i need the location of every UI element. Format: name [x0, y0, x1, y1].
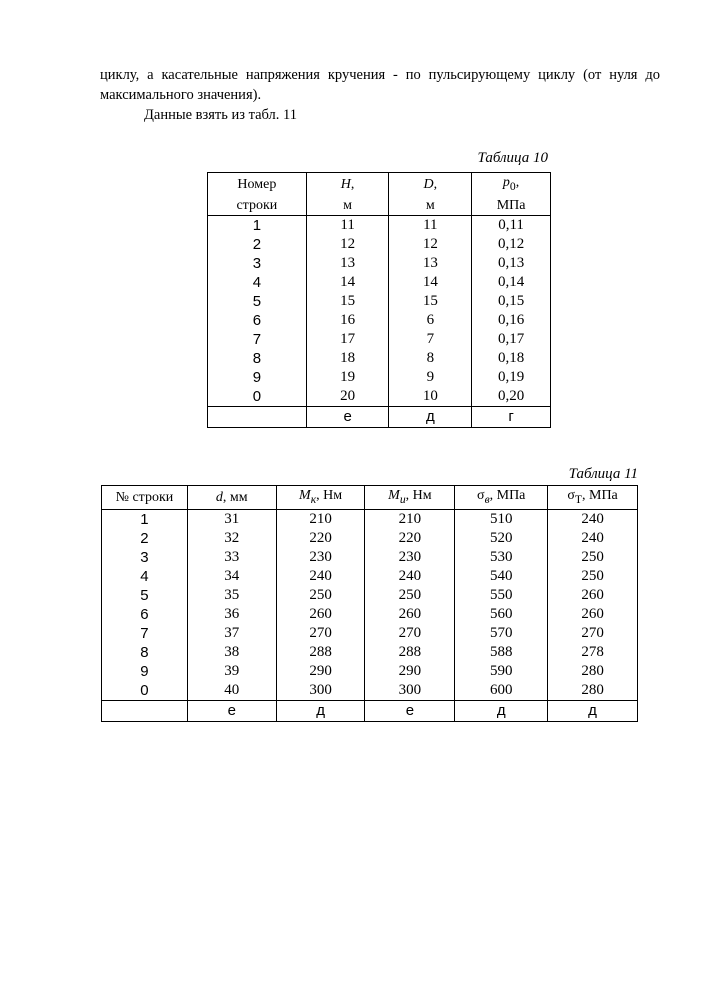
table-row	[208, 349, 551, 368]
table11-header-mu: $M_u$, Нм	[365, 486, 455, 510]
table-cell: 2	[208, 235, 307, 254]
table-cell: 240	[365, 567, 455, 586]
table10-header-d-unit: м	[389, 196, 472, 216]
table-cell: 14	[306, 273, 389, 292]
table-cell: 260	[548, 586, 638, 605]
table-cell: 32	[187, 529, 276, 548]
table-row	[208, 387, 551, 407]
table-footer-cell: е	[306, 406, 389, 427]
table11-header-sigma-t: $\sigma_Т$, МПа	[548, 486, 638, 510]
paragraph-line-1: циклу, а касательные напряжения кручения - по пульсирующему циклу (от нуля до максимального значения).	[100, 67, 660, 103]
table-cell: 34	[187, 567, 276, 586]
table-cell: 8	[208, 349, 307, 368]
table10-header-row-1	[208, 173, 551, 196]
table10-header-row-2	[208, 196, 551, 216]
table-cell: 0,12	[472, 235, 551, 254]
table-cell: 36	[187, 605, 276, 624]
table-cell: 540	[455, 567, 548, 586]
table-cell: 15	[306, 292, 389, 311]
table-cell: 210	[365, 509, 455, 529]
table-cell: 0,19	[472, 368, 551, 387]
table-cell: 260	[365, 605, 455, 624]
table-row	[102, 643, 638, 662]
table-cell: 210	[276, 509, 365, 529]
table-cell: 240	[276, 567, 365, 586]
table-cell: 590	[455, 662, 548, 681]
table-cell: 14	[389, 273, 472, 292]
table-cell: 230	[276, 548, 365, 567]
table-row	[208, 215, 551, 235]
table-cell: 8	[389, 349, 472, 368]
table-footer-row	[102, 700, 638, 721]
table-cell: 278	[548, 643, 638, 662]
table-cell: 0	[208, 387, 307, 407]
table-cell: 31	[187, 509, 276, 529]
table11-header-row	[102, 486, 638, 510]
table-cell: 9	[102, 662, 188, 681]
table11-header-d: d, мм	[187, 486, 276, 510]
table-cell: 300	[365, 681, 455, 701]
table-cell: 7	[389, 330, 472, 349]
table11-header-sigma-v: $\sigma_в$, МПа	[455, 486, 548, 510]
table-row	[208, 330, 551, 349]
table-cell: 13	[389, 254, 472, 273]
table-row	[102, 548, 638, 567]
table-cell: 6	[389, 311, 472, 330]
table-cell: 20	[306, 387, 389, 407]
table-cell: 15	[389, 292, 472, 311]
table-cell: 270	[365, 624, 455, 643]
table-cell: 0,15	[472, 292, 551, 311]
table-cell: 19	[306, 368, 389, 387]
table-footer-cell	[102, 700, 188, 721]
table10-header-p0: $p_0$,	[472, 173, 551, 196]
table-cell: 4	[102, 567, 188, 586]
table-cell: 40	[187, 681, 276, 701]
table-row	[208, 368, 551, 387]
table11-header-mk: $M_к$, Нм	[276, 486, 365, 510]
table-cell: 17	[306, 330, 389, 349]
table-cell: 10	[389, 387, 472, 407]
table-cell: 5	[208, 292, 307, 311]
table-cell: 5	[102, 586, 188, 605]
table-cell: 288	[276, 643, 365, 662]
table-footer-cell: е	[187, 700, 276, 721]
table-cell: 0,16	[472, 311, 551, 330]
table-footer-cell: д	[389, 406, 472, 427]
table-cell: 230	[365, 548, 455, 567]
table-footer-row	[208, 406, 551, 427]
table-cell: 16	[306, 311, 389, 330]
table-cell: 4	[208, 273, 307, 292]
table10-header-row-number: Номер	[208, 173, 307, 196]
table-footer-cell: д	[276, 700, 365, 721]
table-cell: 280	[548, 662, 638, 681]
table10-caption: Таблица 10	[477, 150, 548, 166]
table-footer-cell: г	[472, 406, 551, 427]
table11-header-row-number: № строки	[102, 486, 188, 510]
table-cell: 300	[276, 681, 365, 701]
table-row	[102, 605, 638, 624]
table-cell: 9	[389, 368, 472, 387]
table-row	[102, 681, 638, 701]
table-cell: 270	[276, 624, 365, 643]
table-row	[208, 311, 551, 330]
table-row	[208, 273, 551, 292]
table10-header-h-unit: м	[306, 196, 389, 216]
table-cell: 11	[389, 215, 472, 235]
table-row	[208, 254, 551, 273]
table-cell: 1	[208, 215, 307, 235]
table-11	[101, 485, 638, 722]
table-cell: 6	[102, 605, 188, 624]
table-cell: 560	[455, 605, 548, 624]
table-cell: 1	[102, 509, 188, 529]
table-cell: 18	[306, 349, 389, 368]
table-footer-cell: д	[548, 700, 638, 721]
table-cell: 530	[455, 548, 548, 567]
table-cell: 38	[187, 643, 276, 662]
table-row	[208, 292, 551, 311]
table10-header-row-label: строки	[208, 196, 307, 216]
table-cell: 6	[208, 311, 307, 330]
table-10	[207, 172, 551, 428]
table-row	[102, 567, 638, 586]
table10-header-h: H,	[306, 173, 389, 196]
table-cell: 7	[102, 624, 188, 643]
table-cell: 290	[276, 662, 365, 681]
table-cell: 37	[187, 624, 276, 643]
table-row	[102, 624, 638, 643]
table-cell: 260	[548, 605, 638, 624]
table-cell: 3	[102, 548, 188, 567]
table-cell: 0,14	[472, 273, 551, 292]
table-cell: 600	[455, 681, 548, 701]
table-cell: 7	[208, 330, 307, 349]
table-cell: 250	[365, 586, 455, 605]
table-row	[208, 235, 551, 254]
table-cell: 12	[306, 235, 389, 254]
table-cell: 0,11	[472, 215, 551, 235]
table11-caption: Таблица 11	[568, 466, 638, 482]
table-cell: 11	[306, 215, 389, 235]
paragraph-line-2: Данные взять из табл. 11	[144, 107, 297, 123]
table-cell: 35	[187, 586, 276, 605]
table-cell: 0	[102, 681, 188, 701]
table-cell: 240	[548, 529, 638, 548]
table-cell: 260	[276, 605, 365, 624]
table-cell: 9	[208, 368, 307, 387]
table10-header-d: D,	[389, 173, 472, 196]
table-cell: 220	[365, 529, 455, 548]
table-cell: 270	[548, 624, 638, 643]
table-cell: 12	[389, 235, 472, 254]
table-cell: 288	[365, 643, 455, 662]
table-row	[102, 586, 638, 605]
body-paragraph	[100, 65, 660, 125]
table-cell: 510	[455, 509, 548, 529]
table-cell: 8	[102, 643, 188, 662]
table-cell: 0,20	[472, 387, 551, 407]
table-cell: 520	[455, 529, 548, 548]
table-row	[102, 662, 638, 681]
table-cell: 2	[102, 529, 188, 548]
table-cell: 13	[306, 254, 389, 273]
table-cell: 250	[548, 567, 638, 586]
table-cell: 240	[548, 509, 638, 529]
table-cell: 250	[276, 586, 365, 605]
table-cell: 0,17	[472, 330, 551, 349]
table-cell: 33	[187, 548, 276, 567]
table-cell: 280	[548, 681, 638, 701]
table-footer-cell	[208, 406, 307, 427]
table-cell: 220	[276, 529, 365, 548]
table-cell: 250	[548, 548, 638, 567]
table-footer-cell: е	[365, 700, 455, 721]
table-cell: 0,13	[472, 254, 551, 273]
table-row	[102, 529, 638, 548]
table-cell: 3	[208, 254, 307, 273]
table-cell: 550	[455, 586, 548, 605]
table-cell: 39	[187, 662, 276, 681]
table-cell: 588	[455, 643, 548, 662]
table-footer-cell: д	[455, 700, 548, 721]
table-cell: 0,18	[472, 349, 551, 368]
table-row	[102, 509, 638, 529]
table-cell: 570	[455, 624, 548, 643]
table-cell: 290	[365, 662, 455, 681]
table10-header-p0-unit: МПа	[472, 196, 551, 216]
